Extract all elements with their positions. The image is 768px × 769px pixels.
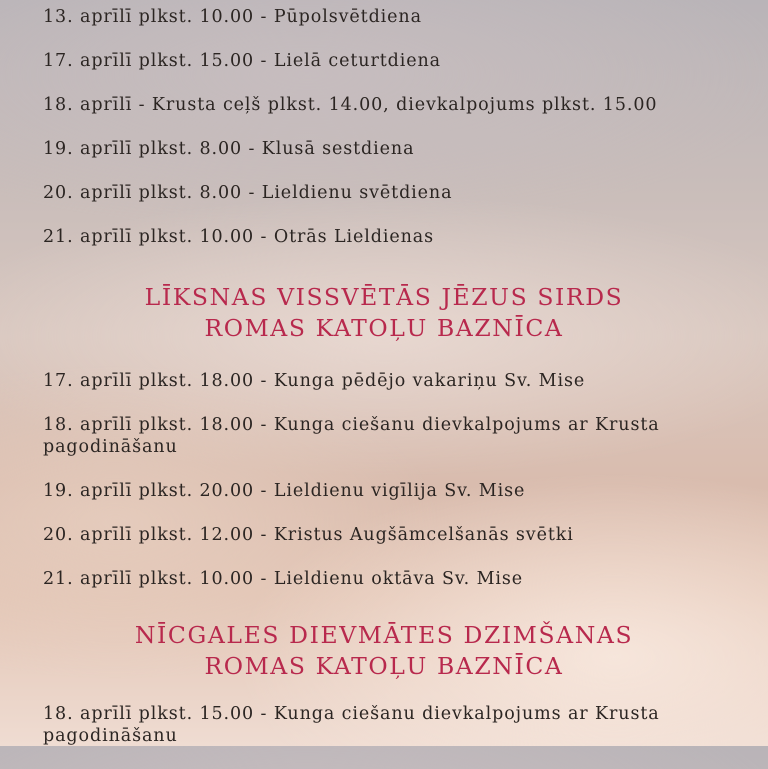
list-item: 13. aprīlī plkst. 10.00 - Pūpolsvētdiena xyxy=(43,7,422,27)
church-title-line: NĪCGALES DIEVMĀTES DZIMŠANAS xyxy=(134,621,634,649)
list-item: 21. aprīlī plkst. 10.00 - Lieldienu oktāva Sv. Mise xyxy=(43,569,524,589)
church-title-line: LĪKSNAS VISSVĒTĀS JĒZUS SIRDS xyxy=(144,283,624,311)
list-item: 18. aprīlī - Krusta ceļš plkst. 14.00, dievkalpojums plkst. 15.00 xyxy=(43,95,658,115)
list-item: 17. aprīlī plkst. 15.00 - Lielā ceturtdiena xyxy=(43,51,442,71)
list-item: 21. aprīlī plkst. 10.00 - Otrās Lieldienas xyxy=(43,227,434,247)
schedule-list-1 xyxy=(0,6,723,270)
church-title-line: ROMAS KATOĻU BAZNĪCA xyxy=(204,652,564,680)
list-item: 19. aprīlī plkst. 8.00 - Klusā sestdiena xyxy=(43,139,415,159)
church-title-line: ROMAS KATOĻU BAZNĪCA xyxy=(204,314,564,342)
list-item: 20. aprīlī plkst. 12.00 - Kristus Augšāmcelšanās svētki xyxy=(43,525,574,545)
list-item: 20. aprīlī plkst. 8.00 - Lieldienu svētdiena xyxy=(43,183,453,203)
list-item: 18. aprīlī plkst. 18.00 - Kunga ciešanu dievkalpojums ar Krusta pagodināšanu xyxy=(43,415,660,457)
list-item: 17. aprīlī plkst. 18.00 - Kunga pēdējo vakariņu Sv. Mise xyxy=(43,371,586,391)
church-title-nicgale xyxy=(0,620,768,682)
list-item: 18. aprīlī plkst. 15.00 - Kunga ciešanu dievkalpojums ar Krusta pagodināšanu xyxy=(43,704,660,746)
schedule-list-2 xyxy=(0,370,723,612)
list-item: 19. aprīlī plkst. 20.00 - Lieldienu vigīlija Sv. Mise xyxy=(43,481,526,501)
schedule-list-3 xyxy=(0,703,723,769)
church-title-liksna xyxy=(0,282,768,344)
